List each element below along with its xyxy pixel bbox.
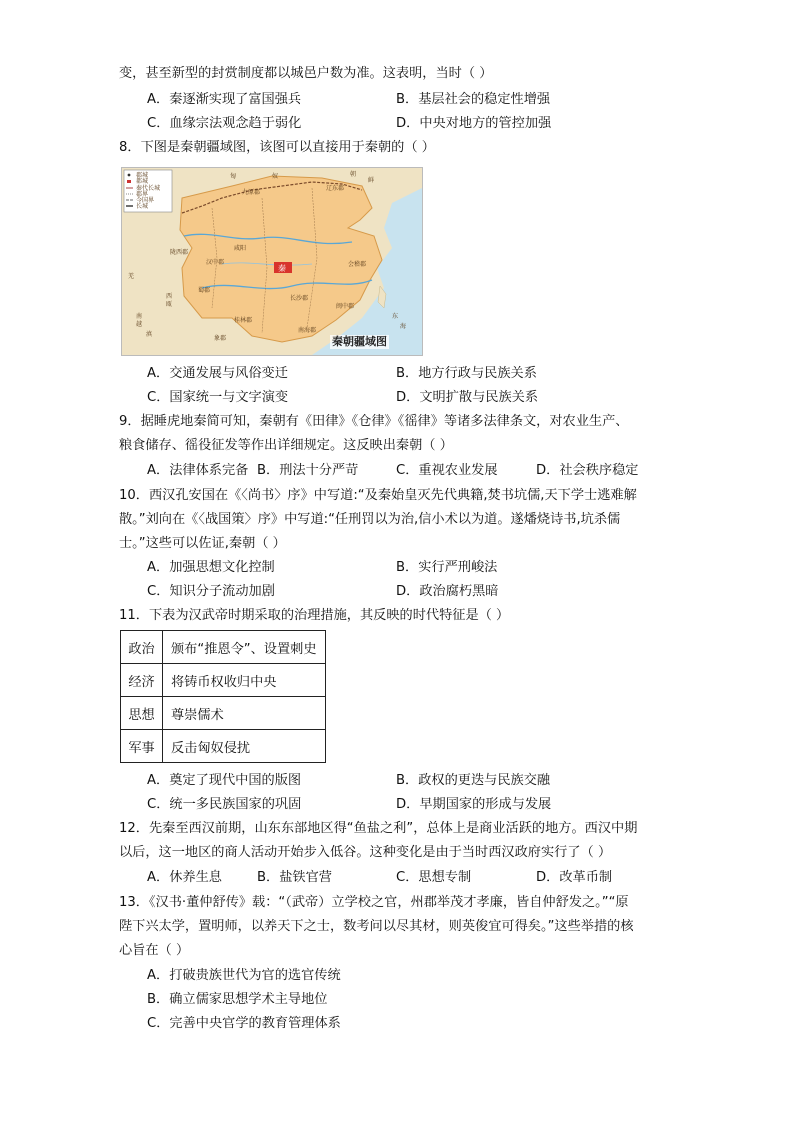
- place-label: 蜀郡: [198, 287, 211, 294]
- q11-option-a: A．奠定了现代中国的版图: [147, 773, 302, 788]
- q10-stem-line2: 散。”刘向在《〈战国策〉序》中写道:“任刑罚以为治,信小术以为道。遂燔烧诗书,坑杀儒: [119, 512, 621, 527]
- q12-option-c: C．思想专制: [396, 870, 472, 885]
- q9-option-c: C．重视农业发展: [396, 463, 498, 478]
- table-cell-value: 反击匈奴侵扰: [163, 730, 326, 763]
- legend-label: 都城: [136, 178, 149, 185]
- place-label: 象郡: [214, 335, 227, 342]
- table-cell-key: 经济: [121, 664, 163, 697]
- place-label: 鲜: [368, 177, 375, 184]
- place-label: 九原郡: [242, 189, 261, 196]
- q13-stem-line3: 心旨在（ ）: [119, 943, 190, 958]
- table-cell-value: 将铸币权收归中央: [163, 664, 326, 697]
- q12-option-d: D．改革币制: [536, 870, 613, 885]
- table-row: [121, 730, 326, 763]
- table-cell-key: 军事: [121, 730, 163, 763]
- q8-option-d: D．文明扩散与民族关系: [396, 390, 539, 405]
- place-label: 羌: [128, 273, 135, 280]
- place-label: 海: [400, 323, 407, 330]
- q10-stem-line1: 10．西汉孔安国在《〈尚书〉序》中写道:“及秦始皇灭先代典籍,焚书坑儒,天下学士逃难解: [119, 488, 637, 503]
- q7-option-a: A．秦逐渐实现了富国强兵: [147, 92, 302, 107]
- place-label: 瓯: [166, 301, 173, 308]
- q8-option-a: A．交通发展与风俗变迁: [147, 366, 288, 381]
- q13-stem-line1: 13．《汉书·董仲舒传》载：“（武帝）立学校之官，州郡举茂才孝廉，皆自仲舒发之。”“原: [119, 895, 629, 910]
- q10-option-b: B．实行严刑峻法: [396, 560, 498, 575]
- q12-option-a: A．休养生息: [147, 870, 222, 885]
- q11-option-c: C．统一多民族国家的巩固: [147, 797, 302, 812]
- legend-label: 郡城: [136, 172, 149, 179]
- table-cell-key: 思想: [121, 697, 163, 730]
- q8-option-c: C．国家统一与文字演变: [147, 390, 289, 405]
- table-cell-value: 颁布“推恩令”、设置刺史: [163, 631, 326, 664]
- q11-option-b: B．政权的更迭与民族交融: [396, 773, 551, 788]
- q9-option-b: B．刑法十分严苛: [257, 463, 359, 478]
- q7-option-b: B．基层社会的稳定性增强: [396, 92, 551, 107]
- q11-measures-table: [120, 630, 326, 763]
- table-row: [121, 697, 326, 730]
- q12-stem-line2: 以后，这一地区的商人活动开始步入低谷。这种变化是由于当时西汉政府实行了（ ）: [119, 845, 612, 860]
- place-label: 会稽郡: [348, 261, 367, 268]
- q10-option-a: A．加强思想文化控制: [147, 560, 275, 575]
- q13-option-b: B．确立儒家思想学术主导地位: [147, 992, 328, 1007]
- legend-label: 今国界: [136, 197, 155, 204]
- qin-territory-map: [121, 167, 423, 356]
- place-label: 辽东郡: [326, 185, 345, 192]
- q12-option-b: B．盐铁官营: [257, 870, 332, 885]
- map-caption: 秦朝疆域图: [332, 335, 387, 348]
- legend-label: 秦代长城: [136, 185, 161, 192]
- q11-option-d: D．早期国家的形成与发展: [396, 797, 552, 812]
- q9-option-d: D．社会秩序稳定: [536, 463, 639, 478]
- q13-stem-line2: 陛下兴太学，置明师，以养天下之士，数考问以尽其材，则英俊宜可得矣。”这些举措的核: [119, 919, 634, 934]
- q8-stem: 8．下图是秦朝疆域图，该图可以直接用于秦朝的（ ）: [119, 140, 435, 155]
- place-label: 南海郡: [298, 327, 317, 334]
- place-label: 桂林郡: [234, 317, 253, 324]
- place-label: 西: [166, 293, 173, 300]
- table-cell-value: 尊崇儒术: [163, 697, 326, 730]
- capital-label: 秦: [278, 264, 286, 273]
- q7-stem: 变，甚至新型的封赏制度都以城邑户数为准。这表明，当时（ ）: [119, 66, 493, 81]
- q13-option-c: C．完善中央官学的教育管理体系: [147, 1016, 341, 1031]
- q9-stem-line1: 9．据睡虎地秦简可知，秦朝有《田律》《仓律》《徭律》等诸多法律条文，对农业生产、: [119, 414, 629, 429]
- q7-option-d: D．中央对地方的管控加强: [396, 116, 552, 131]
- table-row: [121, 631, 326, 664]
- place-label: 汉中郡: [206, 259, 225, 266]
- q11-stem: 11．下表为汉武帝时期采取的治理措施，其反映的时代特征是（ ）: [119, 608, 510, 623]
- place-label: 南: [136, 313, 143, 320]
- place-label: 越: [136, 321, 143, 328]
- place-label: 陇西郡: [170, 249, 189, 256]
- place-label: 闽中郡: [336, 303, 355, 310]
- q10-stem-line3: 士。”这些可以佐证,秦朝（ ）: [119, 536, 286, 551]
- table-row: [121, 664, 326, 697]
- place-label: 奴: [272, 173, 279, 180]
- table-cell-key: 政治: [121, 631, 163, 664]
- legend-label: 郡界: [136, 191, 149, 198]
- place-label: 滇: [146, 331, 153, 338]
- q10-option-d: D．政治腐朽黑暗: [396, 584, 499, 599]
- place-label: 长沙郡: [290, 295, 309, 302]
- place-label: 咸阳: [234, 245, 247, 252]
- map-graphic: [122, 168, 422, 355]
- legend-label: 长城: [136, 203, 149, 210]
- q8-option-b: B．地方行政与民族关系: [396, 366, 537, 381]
- q9-option-a: A．法律体系完备: [147, 463, 249, 478]
- place-label: 匈: [230, 173, 237, 180]
- q9-stem-line2: 粮食储存、徭役征发等作出详细规定。这反映出秦朝（ ）: [119, 438, 453, 453]
- place-label: 东: [392, 313, 399, 320]
- place-label: 朝: [350, 171, 357, 178]
- q10-option-c: C．知识分子流动加剧: [147, 584, 275, 599]
- q13-option-a: A．打破贵族世代为官的选官传统: [147, 968, 341, 983]
- q12-stem-line1: 12．先秦至西汉前期，山东东部地区得“鱼盐之利”，总体上是商业活跃的地方。西汉中期: [119, 821, 638, 836]
- q7-option-c: C．血缘宗法观念趋于弱化: [147, 116, 302, 131]
